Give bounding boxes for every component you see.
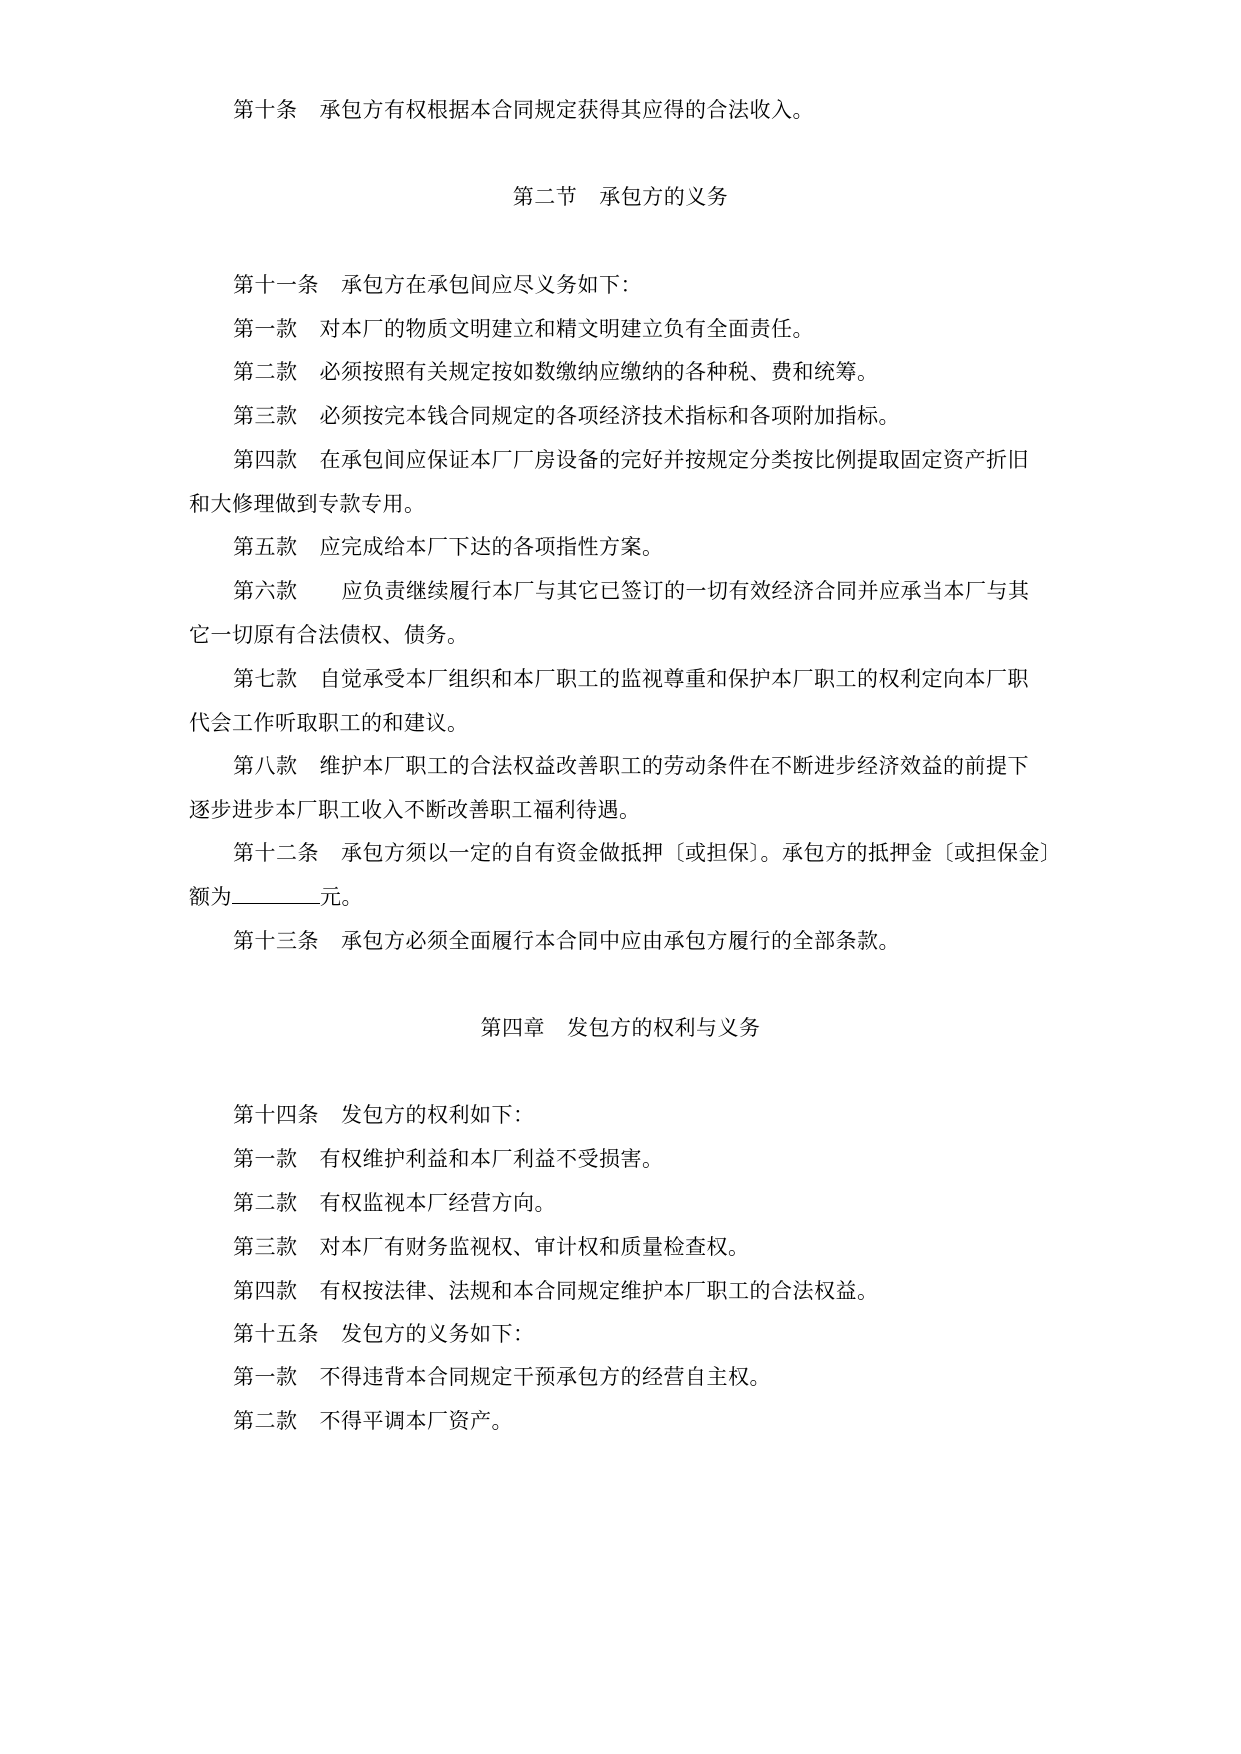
clause-text: 在承包间应保证本厂厂房设备的完好并按规定分类按比例提取固定资产折旧: [319, 448, 1029, 472]
article-label: 第十五条: [233, 1322, 319, 1346]
clause-label: 第八款: [233, 754, 298, 778]
clause-text: 对本厂的物质文明建立和精文明建立负有全面责任。: [319, 317, 814, 341]
clause-item: [233, 576, 1030, 606]
clause-item: [233, 445, 1029, 475]
clause-item: [233, 751, 1029, 781]
clause-text: 对本厂有财务监视权、审计权和质量检查权。: [319, 1235, 750, 1259]
clause-label: 第五款: [233, 535, 298, 559]
clause-label: 第二款: [233, 1191, 298, 1215]
section-title: 承包方的义务: [599, 185, 729, 209]
clause-text: 必须按完本钱合同规定的各项经济技术指标和各项附加指标。: [319, 404, 900, 428]
clause-text: 应完成给本厂下达的各项指性方案。: [319, 535, 664, 559]
article-text: 发包方的权利如下：: [341, 1103, 535, 1127]
clause-text: 不得违背本合同规定干预承包方的经营自主权。: [319, 1365, 771, 1389]
clause-item: [233, 357, 879, 387]
clause-text: 有权监视本厂经营方向。: [319, 1191, 556, 1215]
amount-suffix: 元。: [320, 885, 363, 909]
clause-text: 维护本厂职工的合法权益改善职工的劳动条件在不断进步经济效益的前提下: [319, 754, 1029, 778]
clause-text: 自觉承受本厂组织和本厂职工的监视尊重和保护本厂职工的权利定向本厂职: [319, 667, 1029, 691]
clause-label: 第一款: [233, 317, 298, 341]
article-11: [233, 270, 642, 300]
clause-item: [233, 1232, 750, 1262]
clause-continuation: 逐步进步本厂职工收入不断改善职工福利待遇。: [189, 798, 641, 822]
clause-label: 第一款: [233, 1147, 298, 1171]
article-text: 发包方的义务如下：: [341, 1322, 535, 1346]
clause-label: 第一款: [233, 1365, 298, 1389]
clause-continuation: 它一切原有合法债权、债务。: [189, 623, 469, 647]
article-13: [233, 926, 900, 956]
clause-item: [233, 1144, 664, 1174]
clause-text: 有权按法律、法规和本合同规定维护本厂职工的合法权益。: [319, 1279, 879, 1303]
article-text: 承包方必须全面履行本合同中应由承包方履行的全部条款。: [341, 929, 900, 953]
clause-label: 第二款: [233, 360, 298, 384]
article-12: [233, 838, 1062, 868]
clause-label: 第六款: [233, 579, 298, 603]
article-10: [233, 95, 814, 125]
amount-prefix: 额为: [189, 885, 232, 909]
clause-text: 必须按照有关规定按如数缴纳应缴纳的各种税、费和统筹。: [319, 360, 879, 384]
article-text: 承包方须以一定的自有资金做抵押〔或担保〕。承包方的抵押金〔或担保金〕: [341, 841, 1062, 865]
clause-label: 第二款: [233, 1409, 298, 1433]
section-label: 第二节: [512, 185, 578, 209]
article-14: [233, 1100, 535, 1130]
article-12-continuation: [189, 882, 363, 912]
article-15: [233, 1319, 535, 1349]
article-label: 第十一条: [233, 273, 319, 297]
clause-continuation: 和大修理做到专款专用。: [189, 492, 426, 516]
clause-text: 应负责继续履行本厂与其它已签订的一切有效经济合同并应承当本厂与其: [341, 579, 1030, 603]
clause-item: [233, 1188, 556, 1218]
chapter-heading: [0, 1013, 1241, 1043]
clause-item: [233, 1406, 513, 1436]
clause-item: [233, 314, 814, 344]
clause-item: [233, 401, 900, 431]
article-label: 第十三条: [233, 929, 319, 953]
article-label: 第十二条: [233, 841, 319, 865]
clause-item: [233, 532, 664, 562]
article-text: 承包方在承包间应尽义务如下：: [341, 273, 642, 297]
article-label: 第十条: [233, 98, 298, 122]
clause-item: [233, 664, 1029, 694]
clause-label: 第三款: [233, 1235, 298, 1259]
clause-label: 第三款: [233, 404, 298, 428]
clause-text: 有权维护利益和本厂利益不受损害。: [319, 1147, 664, 1171]
article-text: 承包方有权根据本合同规定获得其应得的合法收入。: [319, 98, 814, 122]
amount-blank: [232, 883, 320, 904]
clause-label: 第四款: [233, 448, 298, 472]
chapter-label: 第四章: [480, 1016, 545, 1040]
clause-item: [233, 1276, 879, 1306]
clause-label: 第七款: [233, 667, 298, 691]
article-label: 第十四条: [233, 1103, 319, 1127]
clause-continuation: 代会工作听取职工的和建议。: [189, 711, 469, 735]
section-heading: [0, 182, 1241, 212]
chapter-title: 发包方的权利与义务: [567, 1016, 761, 1040]
clause-item: [233, 1362, 771, 1392]
clause-text: 不得平调本厂资产。: [319, 1409, 513, 1433]
clause-label: 第四款: [233, 1279, 298, 1303]
